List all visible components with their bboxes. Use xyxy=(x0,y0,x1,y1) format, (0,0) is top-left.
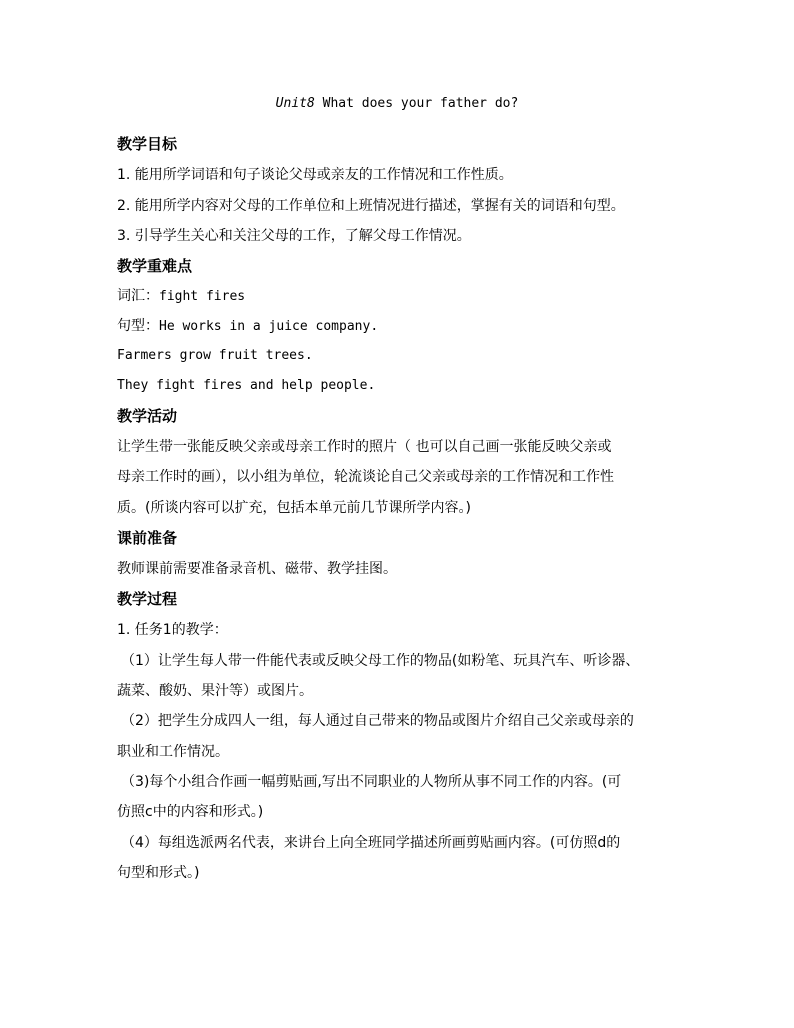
process-line-3: （2）把学生分成四人一组，每人通过自己带来的物品或图片介绍自己父亲或母亲的 xyxy=(121,713,634,729)
sentence-pattern-label: 句型： xyxy=(117,318,159,334)
process-line-2: 蔬菜、酸奶、果汁等）或图片。 xyxy=(117,683,313,699)
preparation-heading: 课前准备 xyxy=(117,529,178,547)
process-line-8: 句型和形式。) xyxy=(117,865,200,881)
vocabulary-label: 词汇： xyxy=(117,288,159,304)
vocabulary-line xyxy=(117,286,245,307)
activities-line-2: 母亲工作时的画），以小组为单位，轮流谈论自己父亲或母亲的工作情况和工作性 xyxy=(117,469,614,485)
process-line-7: （4）每组选派两名代表，来讲台上向全班同学描述所画剪贴画内容。(可仿照d的 xyxy=(121,835,621,851)
vocabulary-text: fight fires xyxy=(159,289,246,304)
document-title xyxy=(0,95,794,113)
activities-line-3: 质。(所谈内容可以扩充，包括本单元前几节课所学内容。) xyxy=(117,500,471,516)
objective-item-2: 2. 能用所学内容对父母的工作单位和上班情况进行描述，掌握有关的词语和句型。 xyxy=(117,198,625,214)
sentence-example-1: Farmers grow fruit trees. xyxy=(117,348,313,363)
process-line-1: （1）让学生每人带一件能代表或反映父母工作的物品(如粉笔、玩具汽车、听诊器、 xyxy=(121,653,640,669)
title-unit: Unit8 xyxy=(275,96,315,111)
process-heading: 教学过程 xyxy=(117,590,178,608)
sentence-pattern-line xyxy=(117,316,378,337)
objective-item-3: 3. 引导学生关心和关注父母的工作，了解父母工作情况。 xyxy=(117,228,471,244)
preparation-text: 教师课前需要准备录音机、磁带、教学挂图。 xyxy=(117,561,397,577)
objectives-heading: 教学目标 xyxy=(117,135,178,153)
task-1-title: 1. 任务1的教学： xyxy=(117,622,228,638)
process-line-6: 仿照c中的内容和形式。) xyxy=(117,804,264,820)
activities-line-1: 让学生带一张能反映父亲或母亲工作时的照片（ 也可以自己画一张能反映父亲或 xyxy=(117,439,612,455)
process-line-5: （3)每个小组合作画一幅剪贴画,写出不同职业的人物所从事不同工作的内容。(可 xyxy=(121,774,622,790)
objective-item-1: 1. 能用所学词语和句子谈论父母或亲友的工作情况和工作性质。 xyxy=(117,167,513,183)
title-text: What does your father do? xyxy=(314,96,519,111)
sentence-pattern-text: He works in a juice company. xyxy=(159,319,379,334)
activities-heading: 教学活动 xyxy=(117,407,178,425)
sentence-example-2: They fight fires and help people. xyxy=(117,378,376,393)
process-line-4: 职业和工作情况。 xyxy=(117,744,229,760)
key-points-heading: 教学重难点 xyxy=(117,257,193,275)
